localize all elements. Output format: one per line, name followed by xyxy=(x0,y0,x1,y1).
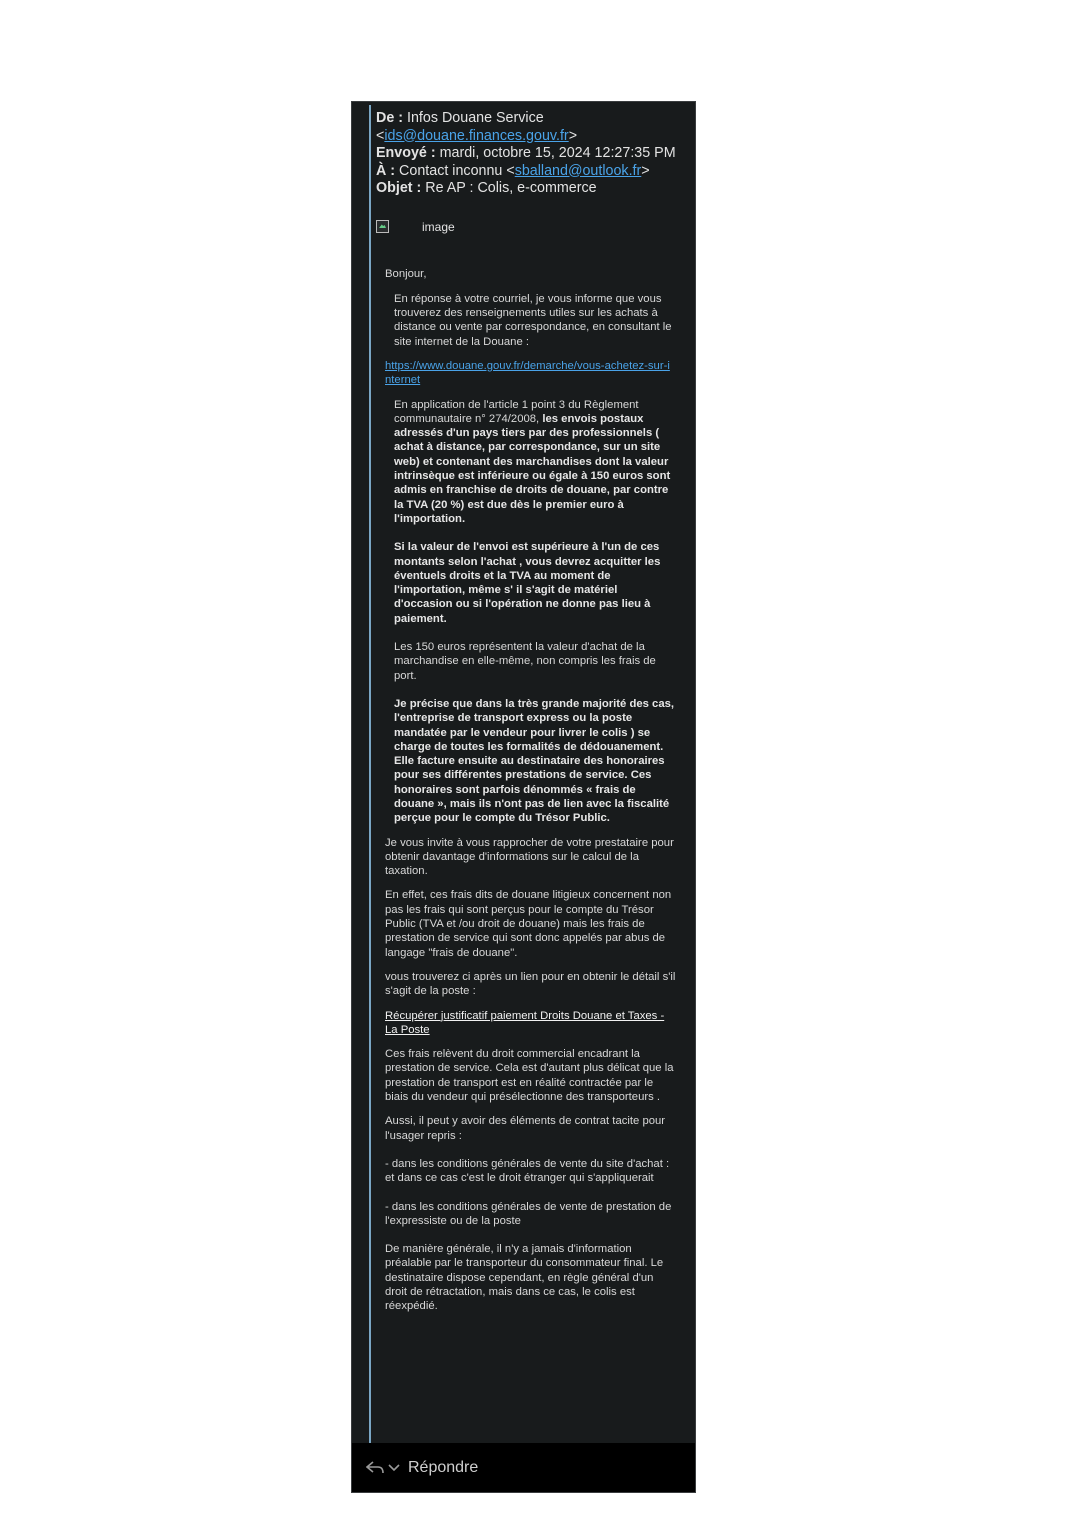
reply-button[interactable]: Répondre xyxy=(408,1458,479,1476)
from-line: De : Infos Douane Service <ids@douane.finances.gouv.fr> xyxy=(376,110,578,144)
paragraph-intro: En réponse à votre courriel, je vous informe que vous trouverez des renseignements utiles sur les achats à distance ou vente par correspondance, en consultant le site internet de la Douane : xyxy=(394,292,672,348)
paragraph-regulation xyxy=(385,398,676,527)
paragraph-threshold: Si la valeur de l'envoi est supérieure à l'un de ces montants selon l'achat , vous devrez acquitter les éventuels droits et la TVA au moment de l'importation, même s' il s'agit de matériel d'occasion ou si l'opération ne donne pas lieu à paiement. xyxy=(394,541,661,625)
paragraph-site-conditions: - dans les conditions générales de vente du site d'achat : et dans ce cas c'est le droit étranger qui s'appliquerait xyxy=(385,1157,670,1185)
email-content xyxy=(376,110,676,1314)
paragraph-invite: Je vous invite à vous rapprocher de votre prestataire pour obtenir davantage d'informations sur le calcul de la taxation. xyxy=(385,836,674,878)
greeting: Bonjour, xyxy=(385,267,427,280)
to-email-link[interactable]: sballand@outlook.fr xyxy=(514,162,642,179)
from-email-link[interactable]: ids@douane.finances.gouv.fr xyxy=(384,127,569,144)
paragraph-tacit-contract: Aussi, il peut y avoir des éléments de contrat tacite pour l'usager repris : xyxy=(385,1115,666,1142)
sent-line xyxy=(376,145,676,163)
sent-value: mardi, octobre 15, 2024 12:27:35 PM xyxy=(439,145,676,161)
douane-website-link[interactable]: https://www.douane.gouv.fr/demarche/vous-achetez-sur-internet xyxy=(385,359,670,387)
paragraph-transport-fees: Je précise que dans la très grande majorité des cas, l'entreprise de transport express ou la poste mandatée par le vendeur pour livrer le colis ) se charge de toutes les formalités de dédouanement. Elle facture ensuite au destinataire des honoraires pour ses différentes prestations de service. Ces honoraires sont parfois dénommés « frais de douane », mais ils n'ont pas de lien avec la fiscalité perçue pour le compte du Trésor Public. xyxy=(394,697,675,825)
to-name: Contact inconnu xyxy=(399,162,503,179)
to-label: À : xyxy=(376,162,396,179)
broken-image-icon xyxy=(376,220,389,233)
from-label: De : xyxy=(376,110,404,126)
regulation-normal-text: En application de l'article 1 point 3 du Règlement communautaire n° 274/2008, xyxy=(394,398,639,425)
paragraph-commercial-law: Ces frais relèvent du droit commercial encadrant la prestation de service. Cela est d'autant plus délicat que la prestation de transport est en réalité contractée par le biais du vendeur qui présélectionne des transporteurs . xyxy=(385,1048,674,1104)
paragraph-150-euros: Les 150 euros représentent la valeur d'achat de la marchandise en elle-même, non compris les frais de port. xyxy=(394,641,656,682)
paragraph-general: De manière générale, il n'y a jamais d'information préalable par le transporteur du consommateur final. Le destinataire dispose cependant, en règle général d'un droit de rétractation, mais dans ce cas, le colis est réexpédié. xyxy=(385,1243,664,1313)
subject-label: Objet : xyxy=(376,180,422,196)
to-line: À : Contact inconnu <sballand@outlook.fr> xyxy=(376,162,650,179)
la-poste-link[interactable]: Récupérer justificatif paiement Droits Douane et Taxes - La Poste xyxy=(385,1009,665,1036)
sent-label: Envoyé : xyxy=(376,145,436,161)
subject-line xyxy=(376,180,676,198)
regulation-bold-text: les envois postaux adressés d'un pays tiers par des professionnels ( achat à distance, par correspondance, sur un site web) et contenant des marchandises dont la valeur intrinsèque est inférieure ou égale à 150 euros sont admis en franchise de droits de douane, par contre la TVA (20 %) est due dès le premier euro à l'importation. xyxy=(394,412,671,525)
paragraph-effect: En effet, ces frais dits de douane litigieux concernent non pas les frais qui sont perçus pour le compte du Trésor Public (TVA et /ou droit de douane) mais les frais de prestation de service qui sont donc appelés par abus de langage "frais de douane". xyxy=(385,889,672,959)
from-name: Infos Douane Service xyxy=(407,110,544,126)
image-alt-text: image xyxy=(422,219,455,234)
paragraph-carrier-conditions: - dans les conditions générales de vente de prestation de l'expressiste ou de la poste xyxy=(385,1200,672,1227)
chevron-down-icon[interactable] xyxy=(388,1464,400,1472)
email-header xyxy=(376,110,676,198)
quote-bar xyxy=(369,105,371,1443)
email-view xyxy=(351,101,696,1493)
email-body xyxy=(376,267,676,1314)
broken-image xyxy=(376,220,676,234)
reply-icon[interactable] xyxy=(366,1461,384,1475)
subject-value: Re AP : Colis, e-commerce xyxy=(425,180,597,196)
paragraph-link-intro: vous trouverez ci après un lien pour en obtenir le détail s'il s'agit de la poste : xyxy=(385,970,676,998)
reply-bar xyxy=(352,1443,695,1492)
